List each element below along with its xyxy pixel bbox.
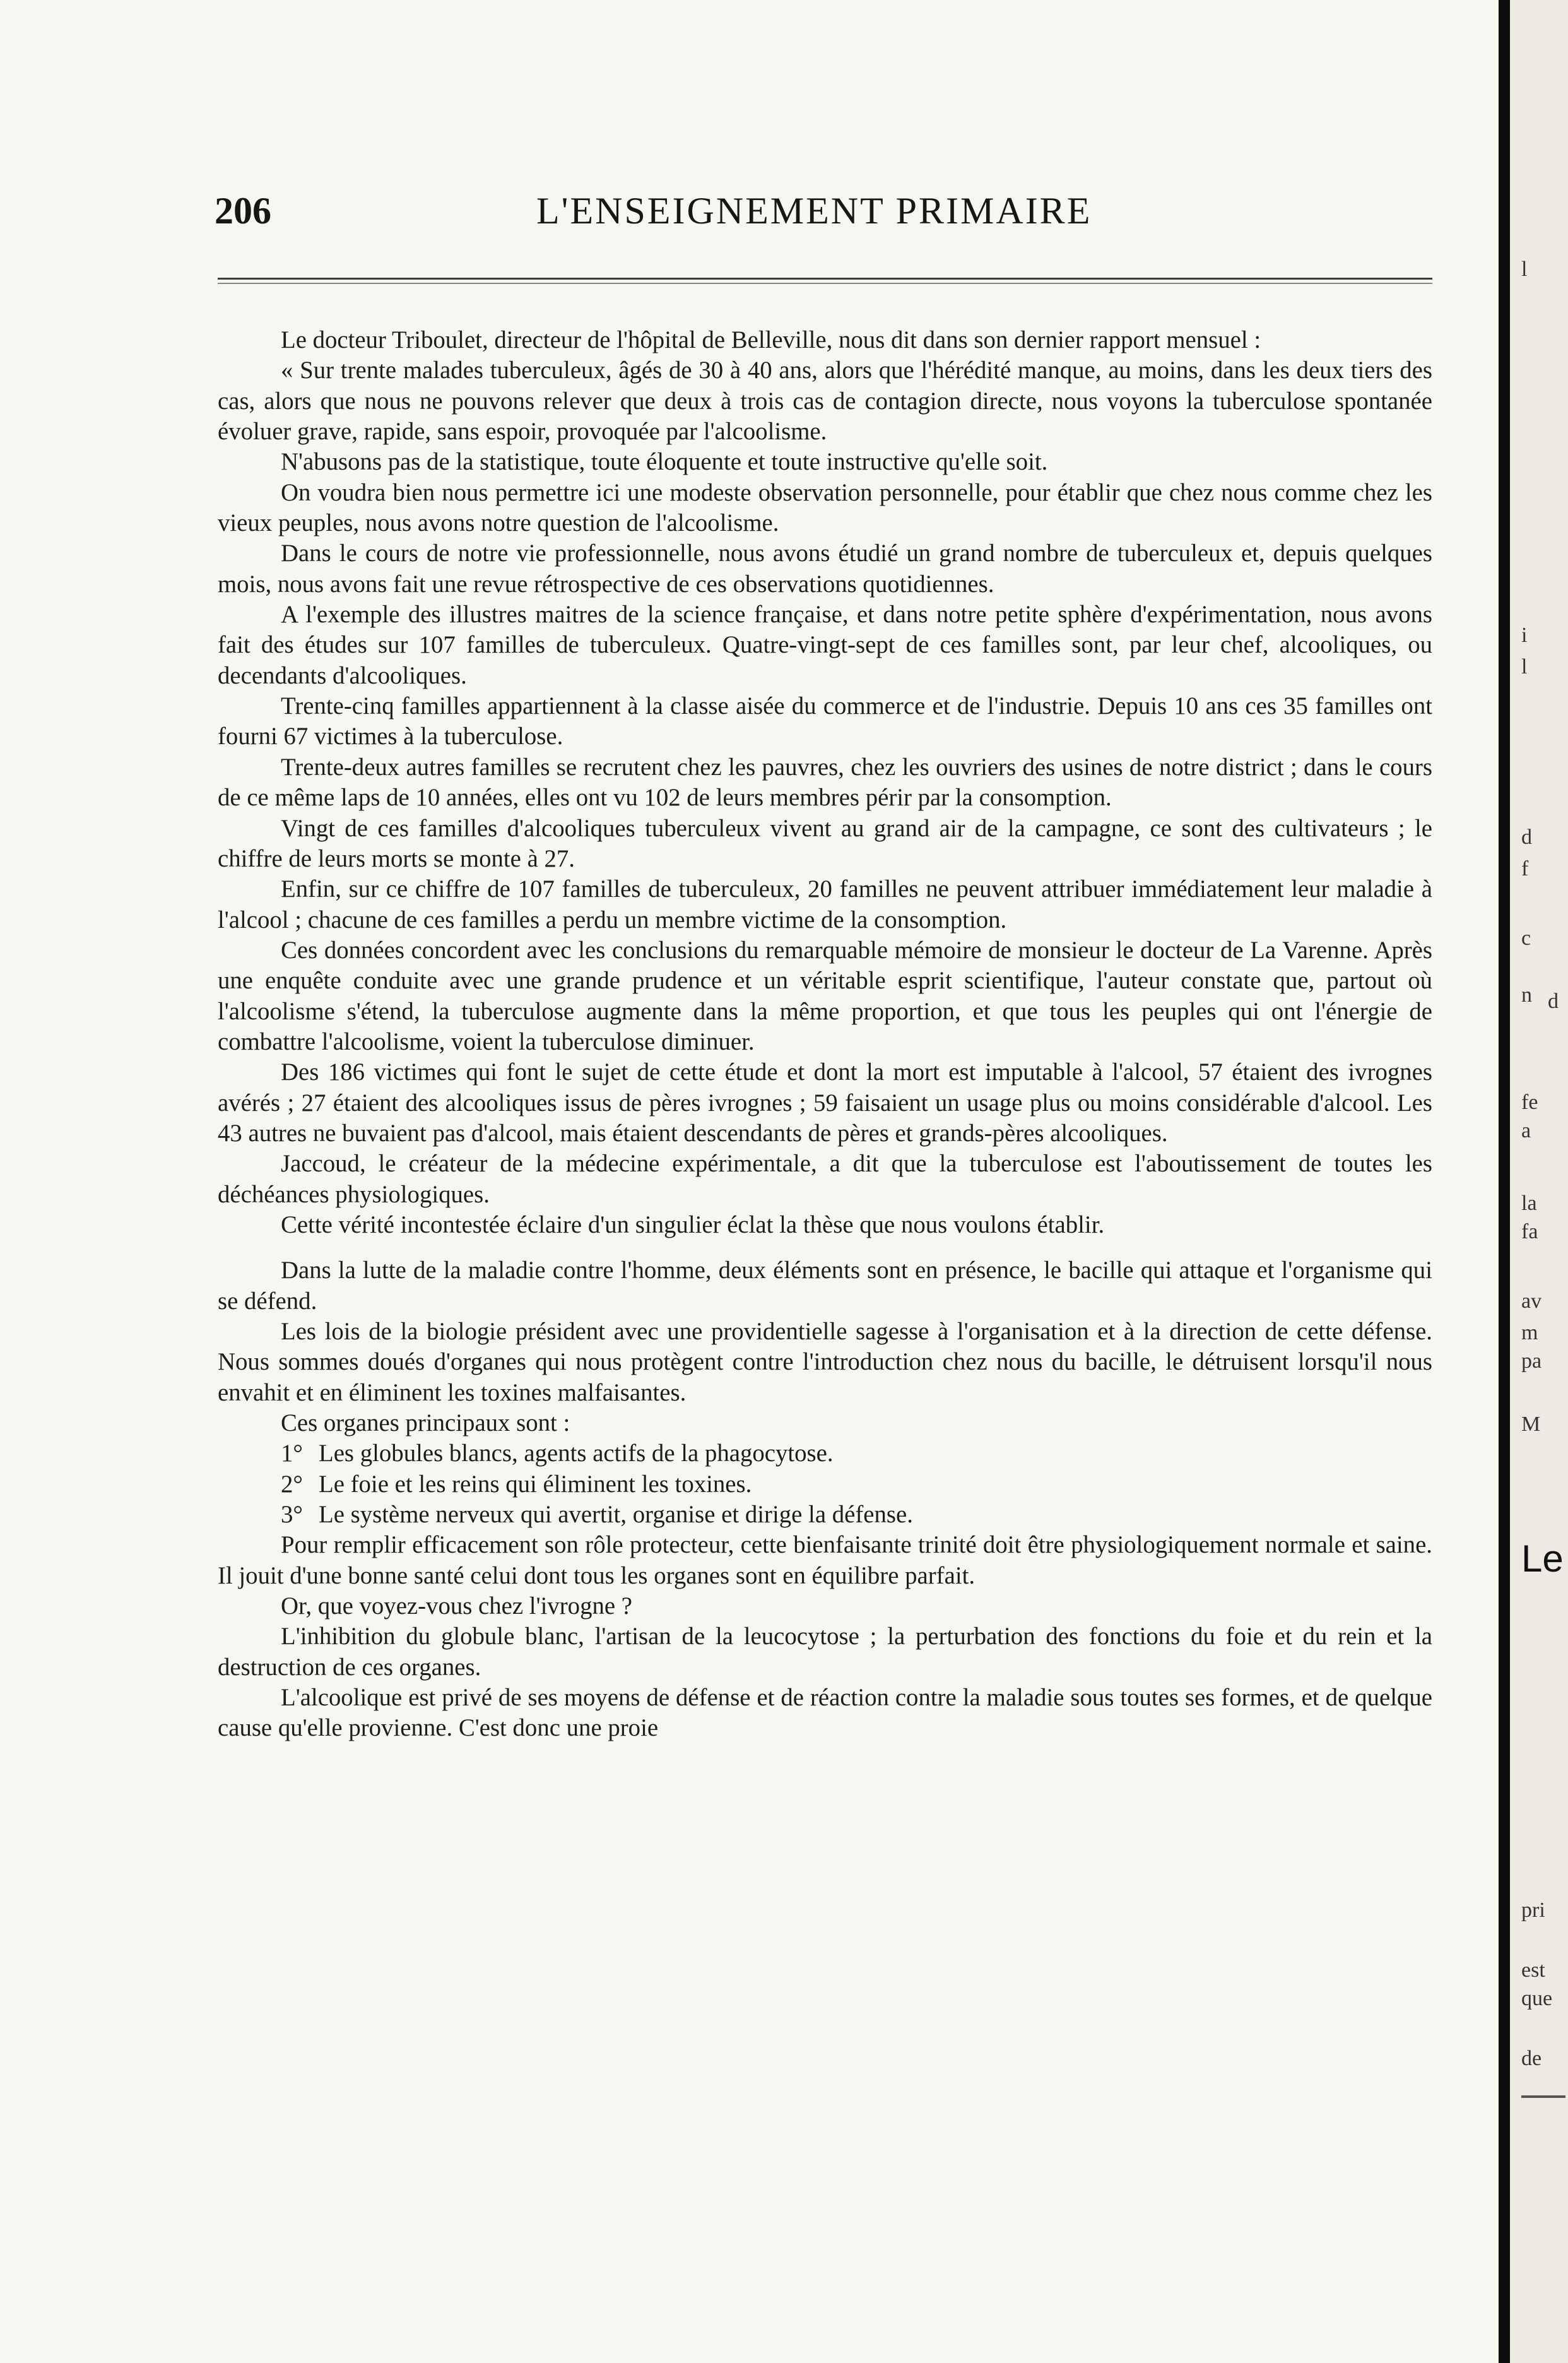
- paragraph: Dans la lutte de la maladie contre l'homme, deux éléments sont en présence, le bacille qui attaque et l'organisme qui se défend.: [218, 1257, 1432, 1315]
- paragraph: Trente-cinq familles appartiennent à la classe aisée du commerce et de l'industrie. Depuis 10 ans ces 35 familles ont fourni 67 victimes à la tuberculose.: [218, 692, 1432, 750]
- paragraph: Le docteur Triboulet, directeur de l'hôpital de Belleville, nous dit dans son dernier rapport mensuel :: [281, 326, 1261, 353]
- paragraph: On voudra bien nous permettre ici une modeste observation personnelle, pour établir que chez nous comme chez les vieux peuples, nous avons notre question de l'alcoolisme.: [218, 478, 1432, 537]
- facing-page-fragment: que: [1521, 1987, 1553, 2010]
- paragraph: Enfin, sur ce chiffre de 107 familles de tuberculeux, 20 familles ne peuvent attribuer immédiatement leur maladie à l'alcool ; chacune de ces familles a perdu un membre victime de la consomption.: [218, 875, 1432, 933]
- facing-page-fragment: est: [1521, 1958, 1545, 1982]
- facing-page-fragment: l: [1521, 258, 1528, 281]
- paragraph: N'abusons pas de la statistique, toute éloquente et toute instructive qu'elle soit.: [281, 448, 1048, 476]
- page-number: 206: [215, 190, 271, 232]
- facing-page-fragment: c: [1521, 927, 1531, 950]
- paragraph: Des 186 victimes qui font le sujet de cette étude et dont la mort est imputable à l'alcool, 57 étaient des ivrognes avérés ; 27 étaient des alcooliques issus de pères ivrognes ; 59 faisaient un usage plus ou moins considérable d'alcool. Les 43 autres ne buvaient pas d'alcool, mais étaient descendants de pères et grands-pères alcooliques.: [218, 1058, 1432, 1147]
- facing-page-fragment: n: [1521, 983, 1532, 1007]
- facing-page-fragment: a: [1521, 1119, 1531, 1142]
- list-text: Les globules blancs, agents actifs de la phagocytose.: [319, 1440, 834, 1467]
- list-text: Le foie et les reins qui éliminent les toxines.: [319, 1470, 752, 1498]
- organ-list-item: [218, 1469, 1432, 1500]
- facing-page-fragment: fe: [1521, 1091, 1538, 1114]
- facing-page-rule: [1521, 2095, 1565, 2098]
- facing-page-fragment: fa: [1521, 1220, 1538, 1243]
- paragraph: Pour remplir efficacement son rôle protecteur, cette bienfaisante trinité doit être physiologiquement normale et saine. Il jouit d'une bonne santé celui dont tous les organes sont en équilibre parfait.: [218, 1531, 1432, 1589]
- paragraph: L'inhibition du globule blanc, l'artisan de la leucocytose ; la perturbation des fonctions du foie et du rein et la destruction de ces organes.: [218, 1623, 1432, 1681]
- paragraph: Jaccoud, le créateur de la médecine expérimentale, a dit que la tuberculose est l'aboutissement de toutes les déchéances physiologiques.: [218, 1150, 1432, 1208]
- facing-page-fragment: m: [1521, 1321, 1538, 1344]
- paragraph: Trente-deux autres familles se recrutent chez les pauvres, chez les ouvriers des usines de notre district ; dans le cours de ce même laps de 10 années, elles ont vu 102 de leurs membres périr par la consomption.: [218, 753, 1432, 812]
- facing-page-edge: [1499, 0, 1568, 2363]
- list-number: 1°: [281, 1440, 303, 1467]
- organ-list-item: [218, 1438, 1432, 1469]
- paragraph: Cette vérité incontestée éclaire d'un singulier éclat la thèse que nous voulons établir.: [281, 1211, 1105, 1238]
- paragraph: Ces données concordent avec les conclusions du remarquable mémoire de monsieur le docteur de La Varenne. Après une enquête conduite avec une grande prudence et un véritable esprit scientifique, l'auteur constate que, partout où l'alcoolisme s'étend, la tuberculose augmente dans la même proportion, et que tous les peuples qui ont l'énergie de combattre l'alcoolisme, voient la tuberculose diminuer.: [218, 936, 1432, 1055]
- facing-page-fragment: la: [1521, 1192, 1537, 1215]
- organ-list-item: [218, 1500, 1432, 1530]
- paragraph: Ces organes principaux sont :: [281, 1409, 570, 1437]
- facing-page-fragment: l: [1521, 655, 1528, 678]
- facing-page-fragment: pri: [1521, 1898, 1545, 1922]
- facing-page-fragment: av: [1521, 1289, 1542, 1313]
- list-text: Le système nerveux qui avertit, organise et dirige la défense.: [319, 1501, 913, 1529]
- facing-page-heading-fragment: Le: [1521, 1537, 1564, 1580]
- paragraph: Dans le cours de notre vie professionnelle, nous avons étudié un grand nombre de tuberculeux et, depuis quelques mois, nous avons fait une revue rétrospective de ces observations quotidiennes.: [218, 540, 1432, 598]
- facing-page-fragment: pa: [1521, 1349, 1542, 1373]
- facing-page-fragment: f: [1521, 857, 1529, 880]
- facing-page-fragment: d: [1521, 826, 1532, 849]
- paragraph: Or, que voyez-vous chez l'ivrogne ?: [281, 1592, 633, 1620]
- facing-page-fragment: i: [1521, 624, 1528, 647]
- paragraph: Vingt de ces familles d'alcooliques tuberculeux vivent au grand air de la campagne, ce sont des cultivateurs ; le chiffre de leurs morts se monte à 27.: [218, 814, 1432, 872]
- header-rule: [218, 278, 1432, 284]
- article-body: [218, 325, 1432, 1744]
- list-number: 3°: [281, 1501, 303, 1529]
- facing-page-fragment: d: [1548, 990, 1559, 1013]
- page-header: [215, 189, 1309, 240]
- paragraph: « Sur trente malades tuberculeux, âgés de 30 à 40 ans, alors que l'hérédité manque, au moins, dans les deux tiers des cas, alors que nous ne pouvons relever que deux à trois cas de contagion directe, nous voyons la tuberculose spontanée évoluer grave, rapide, sans espoir, provoquée par l'alcoolisme.: [218, 357, 1432, 446]
- paragraph: A l'exemple des illustres maitres de la science française, et dans notre petite sphère d'expérimentation, nous avons fait des études sur 107 familles de tuberculeux. Quatre-vingt-sept de ces familles sont, par leur chef, alcooliques, ou decendants d'alcooliques.: [218, 601, 1432, 689]
- paragraph: L'alcoolique est privé de ses moyens de défense et de réaction contre la maladie sous toutes ses formes, et de quelque cause qu'elle provienne. C'est donc une proie: [218, 1684, 1432, 1742]
- list-number: 2°: [281, 1470, 303, 1498]
- paragraph: Les lois de la biologie président avec une providentielle sagesse à l'organisation et à la direction de cette défense. Nous sommes doués d'organes qui nous protègent contre l'introduction chez nous du bacille, le détruisent lorsqu'il nous envahit et en éliminent les toxines malfaisantes.: [218, 1318, 1432, 1406]
- running-title: L'ENSEIGNEMENT PRIMAIRE: [536, 190, 1092, 232]
- facing-page-fragment: M: [1521, 1412, 1541, 1436]
- facing-page-fragment: de: [1521, 2047, 1542, 2070]
